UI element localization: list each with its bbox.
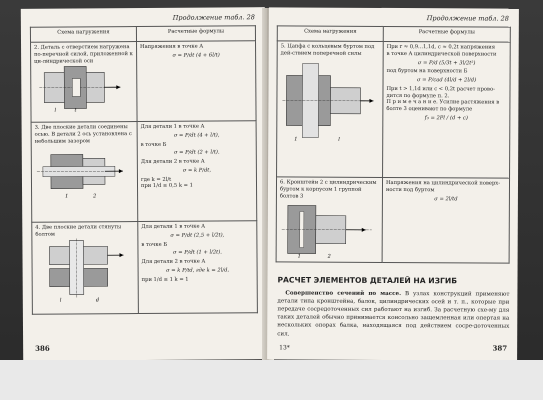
left-page [21,7,267,361]
body-paragraph [277,289,509,339]
svg-text:1: 1 [294,135,298,142]
loading-diagram-4 [35,238,127,305]
svg-text:1: 1 [65,193,69,200]
formula-line: σ = P/d (5/3t + 3l/2t²) [417,59,476,66]
formula-line: Для детали 2 в точке A [141,258,206,266]
svg-text:l: l [338,136,340,143]
signature-mark: 13* [279,344,290,352]
formula-line: дится по формуле п. 2. [386,92,450,99]
table-row [277,41,511,178]
left-running-header: Продолжение табл. 28 [172,13,255,22]
formula-line: под буртом на поверхности Б [386,68,468,75]
paragraph-text: В узлах конструкций применяют детали типа кронштейна, балок, цилиндрических осей и т. п., которые при передаче сосредоточенных сил работают на изгиб. За расчетную схе-му для таких деталей обычно принимается консольно защемленная или опертая на нескольких опорах балка, находящаяся под действием сосре-доточенных сил. [277,291,510,338]
formula-line: Напряжения в точке A [140,43,204,51]
formula-line: σ = P/dt (4 + l/t), [173,132,220,139]
left-table [30,25,258,315]
right-page [267,7,519,360]
formula-line: болте 3 оценивают по формуле [386,105,473,113]
formula-line: Напряжения на цилиндрической поверх- [385,179,500,187]
row-description: 5. Цапфа с кольцевым буртом под дей-ствием поперечной силы [280,43,375,57]
formula-line: При t > 1,1d или c < 0,2t расчет прово- [386,85,495,93]
left-col-header-formulas: Расчетные формулы [136,26,255,42]
loading-diagram-5 [280,57,376,144]
right-col-header-scheme: Схема нагружения [277,26,383,42]
svg-text:2: 2 [327,253,331,260]
formula-line: σ = P/cad (4l/d + 2l/d) [416,77,477,84]
svg-text:1: 1 [297,253,301,260]
formula-line: σ = P/dt (4 + 6l/t) [172,52,220,59]
formula-line: в точке A цилиндрической поверхности [386,50,497,58]
formula-line: при 1/d ≤ 0,5 k = 1 [140,182,193,190]
loading-diagram-6 [280,200,376,261]
right-col-header-formulas: Расчетные формулы [383,26,510,42]
left-page-number: 386 [35,343,50,353]
table-row [31,41,257,123]
formula-line: Для детали 2 в точке A [140,158,205,166]
right-running-header: Продолжение табл. 28 [426,14,509,23]
loading-diagram-3 [35,144,127,205]
svg-text:d: d [95,296,100,303]
row-description: 6. Кронштейн 2 с цилиндрическим буртом к корпусом 1 группой болтов 3 [279,179,377,200]
row-description: 2. Деталь с отверстием нагружена по-перечной силой, приложенной к ци-линдрической оси [34,44,133,65]
formula-line: П р и м е ч а н и е. Усилие растяжения в [386,99,500,106]
formula-line: Для детали 1 в точке A [141,223,206,231]
formula-line: σ = 2l/td [434,195,458,202]
formula-line: при 1/d ≤ 1 k = 1 [141,276,189,283]
paragraph-lead: Совершенство сечений по массе. [285,290,402,298]
row-description: 4. Две плоские детали стянуты болтом [35,224,122,238]
formula-line: σ = P/dt (2,5 + l/2t), [170,232,225,239]
bottom-margin-strip [0,360,543,400]
table-row [31,121,257,223]
formula-line: где k = 2l/t [140,176,172,183]
formula-line: Для детали 1 в точке A [140,123,205,131]
table-row [276,177,509,263]
right-table [276,25,511,263]
section-title: РАСЧЕТ ЭЛЕМЕНТОВ ДЕТАЛЕЙ НА ИЗГИБ [277,275,458,286]
formula-line: При r ≈ 0,9...1,1d, c ≈ 0,2t напряжения [386,43,496,51]
loading-diagram-2 [34,64,126,115]
formula-line: f₃ = 2Pl / (d + c) [424,114,468,122]
right-page-number: 387 [492,343,508,353]
formula-line: ности под буртом [385,186,435,193]
left-col-header-scheme: Схема нагружения [30,27,136,43]
svg-text:2: 2 [93,193,97,200]
formula-line: в точке Б [140,141,167,148]
formula-line: в точке Б [141,241,168,248]
svg-text:t: t [74,107,77,114]
svg-text:l: l [54,107,57,114]
formula-line: σ = P/dt (2 + l/t). [173,149,220,157]
svg-text:l: l [59,297,62,304]
formula-line: σ = k P/td, где k = 2l/d, [166,267,230,274]
formula-line: σ = k P/dt, [182,167,212,174]
row-description: 3. Две плоские детали соединены осью. В детали 2 ось установлена с небольшим зазором [34,124,132,145]
formula-line: σ = P/dt (1 + l/2t). [172,249,222,257]
table-row [32,221,258,315]
